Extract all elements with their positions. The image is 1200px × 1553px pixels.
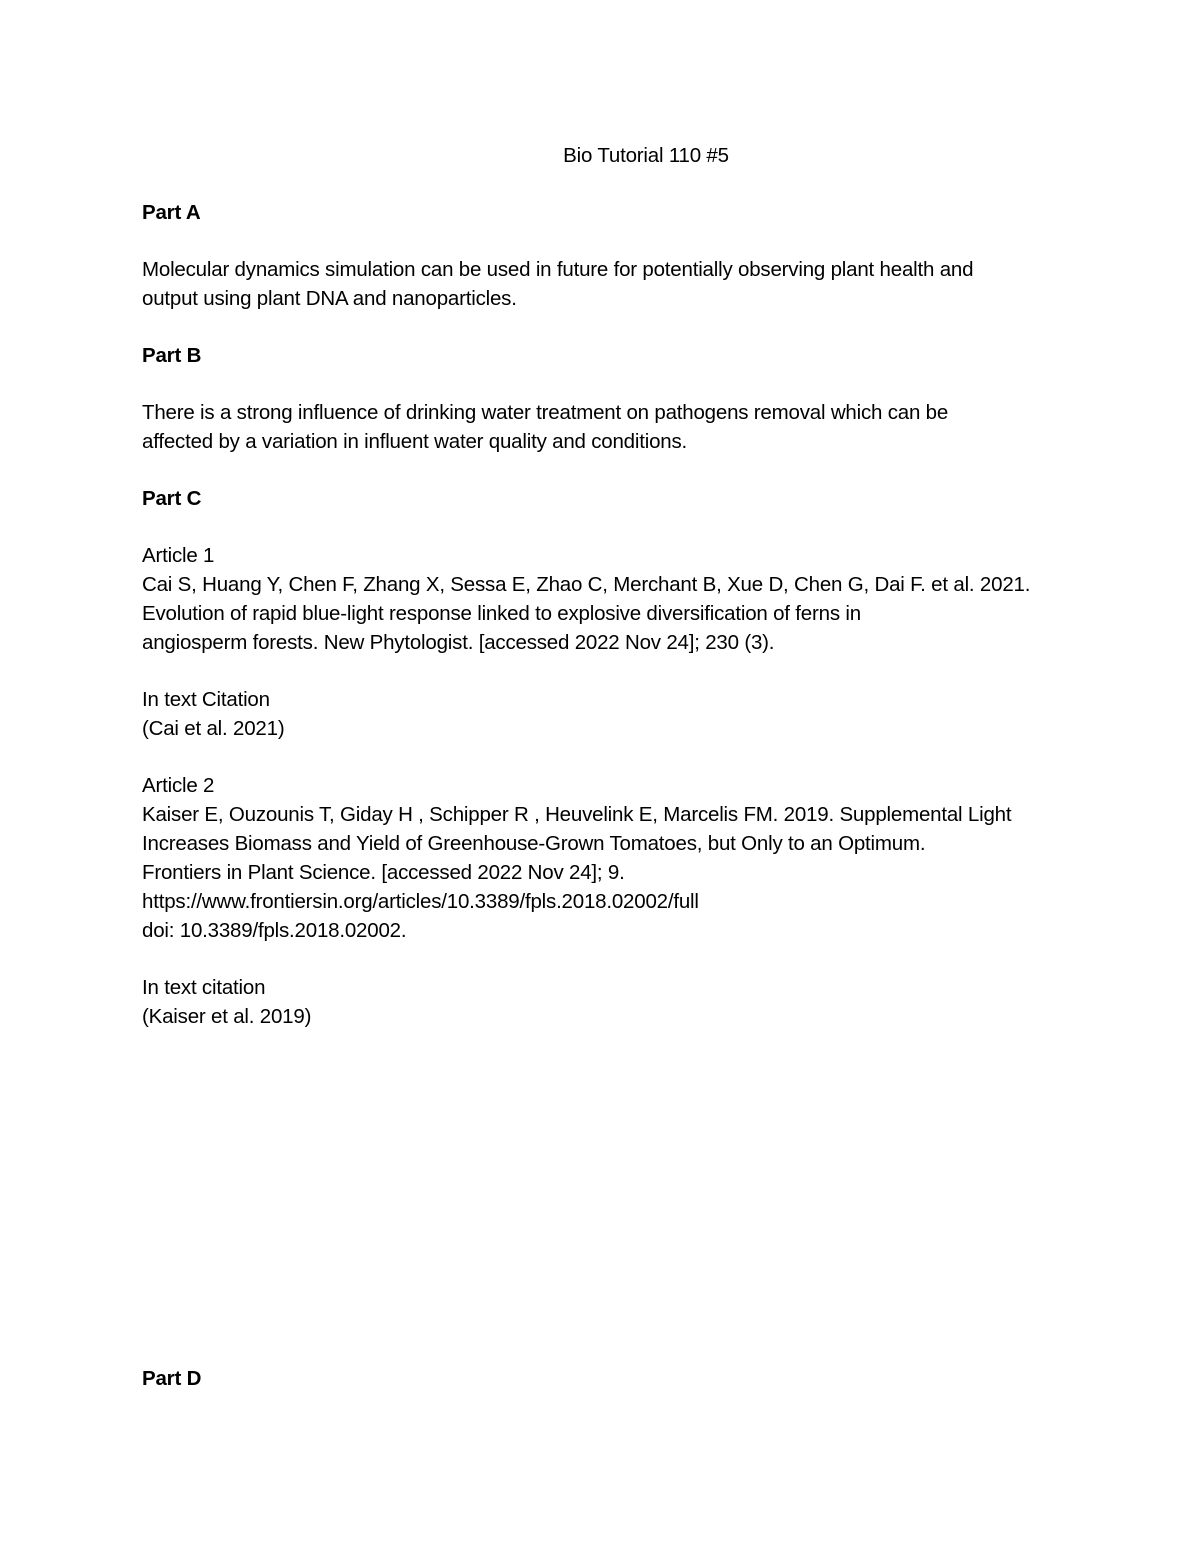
part-d-section bbox=[142, 1364, 1062, 1393]
paragraph-line: Molecular dynamics simulation can be used in future for potentially observing plant health and bbox=[142, 258, 974, 281]
article-1-block bbox=[142, 541, 1062, 743]
article-2-block bbox=[142, 771, 1062, 1031]
part-c-heading: Part C bbox=[142, 487, 202, 510]
part-b-paragraph bbox=[142, 398, 1062, 456]
reference-line: Evolution of rapid blue-light response linked to explosive diversification of ferns in bbox=[142, 602, 861, 625]
document-title: Bio Tutorial 110 #5 bbox=[563, 144, 729, 167]
reference-line: Kaiser E, Ouzounis T, Giday H , Schipper R , Heuvelink E, Marcelis FM. 2019. Supplemental Light bbox=[142, 803, 1012, 826]
part-c-section bbox=[142, 484, 1062, 1031]
part-b-section bbox=[142, 341, 1062, 456]
reference-line: Increases Biomass and Yield of Greenhouse-Grown Tomatoes, but Only to an Optimum. bbox=[142, 832, 926, 855]
in-text-citation-label: In text citation bbox=[142, 976, 266, 999]
paragraph-line: affected by a variation in influent water quality and conditions. bbox=[142, 430, 688, 453]
part-a-section bbox=[142, 198, 1062, 313]
part-d-heading: Part D bbox=[142, 1367, 202, 1390]
reference-line: angiosperm forests. New Phytologist. [accessed 2022 Nov 24]; 230 (3). bbox=[142, 631, 775, 654]
part-a-paragraph bbox=[142, 255, 1062, 313]
reference-line: Frontiers in Plant Science. [accessed 2022 Nov 24]; 9. bbox=[142, 861, 625, 884]
article-1-label: Article 1 bbox=[142, 544, 215, 567]
in-text-citation-label: In text Citation bbox=[142, 688, 270, 711]
part-b-heading: Part B bbox=[142, 344, 202, 367]
reference-line: Cai S, Huang Y, Chen F, Zhang X, Sessa E, Zhao C, Merchant B, Xue D, Chen G, Dai F. et al. 2021. bbox=[142, 573, 1031, 596]
reference-url: https://www.frontiersin.org/articles/10.3389/fpls.2018.02002/full bbox=[142, 890, 699, 913]
in-text-citation: (Cai et al. 2021) bbox=[142, 717, 285, 740]
in-text-citation: (Kaiser et al. 2019) bbox=[142, 1005, 312, 1028]
document-body bbox=[142, 141, 1062, 1393]
paragraph-line: There is a strong influence of drinking water treatment on pathogens removal which can be bbox=[142, 401, 949, 424]
reference-doi: doi: 10.3389/fpls.2018.02002. bbox=[142, 919, 407, 942]
paragraph-line: output using plant DNA and nanoparticles. bbox=[142, 287, 517, 310]
part-a-heading: Part A bbox=[142, 201, 201, 224]
article-2-label: Article 2 bbox=[142, 774, 215, 797]
